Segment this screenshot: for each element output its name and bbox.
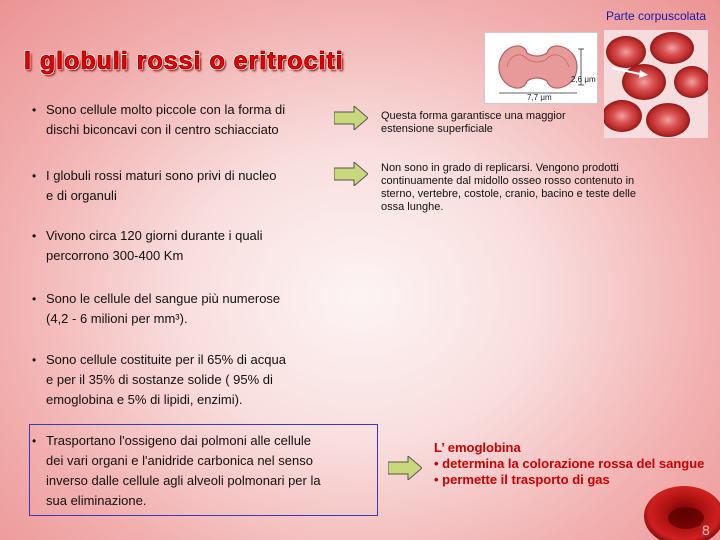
note-nucleus [381,162,679,214]
arrow-right-icon [334,162,368,186]
bullet-line: Sono le cellule del sangue più numerose [46,291,281,306]
bullet-marker: • [32,434,37,448]
bullet-lifespan [32,226,263,266]
bullet-line: (4,2 - 6 milioni per mm³). [46,311,188,326]
bullet-line: inverso dalle cellule agli alveoli polmonari per la [46,473,321,488]
hemoglobin-item: • determina la colorazione rossa del sangue [434,456,705,471]
bullet-line: dischi biconcavi con il centro schiacciato [46,122,279,137]
diagram-width-label: 7,7 μm [527,93,552,102]
diagram-height-label: 2,6 μm [571,75,596,84]
note-shape [381,110,681,136]
bullet-line: I globuli rossi maturi sono privi di nucleo [46,168,277,183]
hemoglobin-title: L’ emoglobina [434,440,521,455]
bullet-line: sua eliminazione. [46,493,147,508]
bullet-line: percorrono 300-400 Km [46,248,184,263]
bullet-composition [32,350,286,410]
note-line: Questa forma garantisce una maggior [381,110,566,122]
slide-title: I globuli rossi o eritrociti [24,47,344,75]
rbc-cross-section-diagram [484,32,598,104]
bullet-line: Sono cellule molto piccole con la forma di [46,102,286,117]
bullet-transport [32,431,321,511]
section-label: Parte corpuscolata [605,9,706,23]
bullet-marker: • [32,103,37,117]
note-line: sterno, vertebre, costole, cranio, bacino e teste delle [381,188,636,200]
bullet-marker: • [32,169,37,183]
bullet-marker: • [32,292,37,306]
arrow-right-icon [334,106,368,130]
bullet-line: dei vari organi e l'anidride carbonica nel senso [46,453,313,468]
bullet-line: Vivono circa 120 giorni durante i quali [46,228,263,243]
bullet-shape [32,100,286,140]
bullet-line: Sono cellule costituite per il 65% di acqua [46,352,286,367]
note-line: continuamente dal midollo osseo rosso contenuto in [381,175,635,187]
note-line: ossa lunghe. [381,201,444,213]
bullet-line: e per il 35% di sostanze solide ( 95% di [46,372,273,387]
bullet-marker: • [32,229,37,243]
bullet-marker: • [32,353,37,367]
note-line: Non sono in grado di replicarsi. Vengono prodotti [381,162,619,174]
bullet-nucleus [32,166,277,206]
bullet-line: Trasportano l'ossigeno dai polmoni alle cellule [46,433,312,448]
page-number: 8 [702,522,710,538]
hemoglobin-item: • permette il trasporto di gas [434,472,610,487]
bullet-line: emoglobina e 5% di lipidi, enzimi). [46,392,243,407]
bullet-count [32,289,281,329]
arrow-right-icon [388,456,422,480]
bullet-line: e di organuli [46,188,117,203]
note-line: estensione superficiale [381,123,493,135]
